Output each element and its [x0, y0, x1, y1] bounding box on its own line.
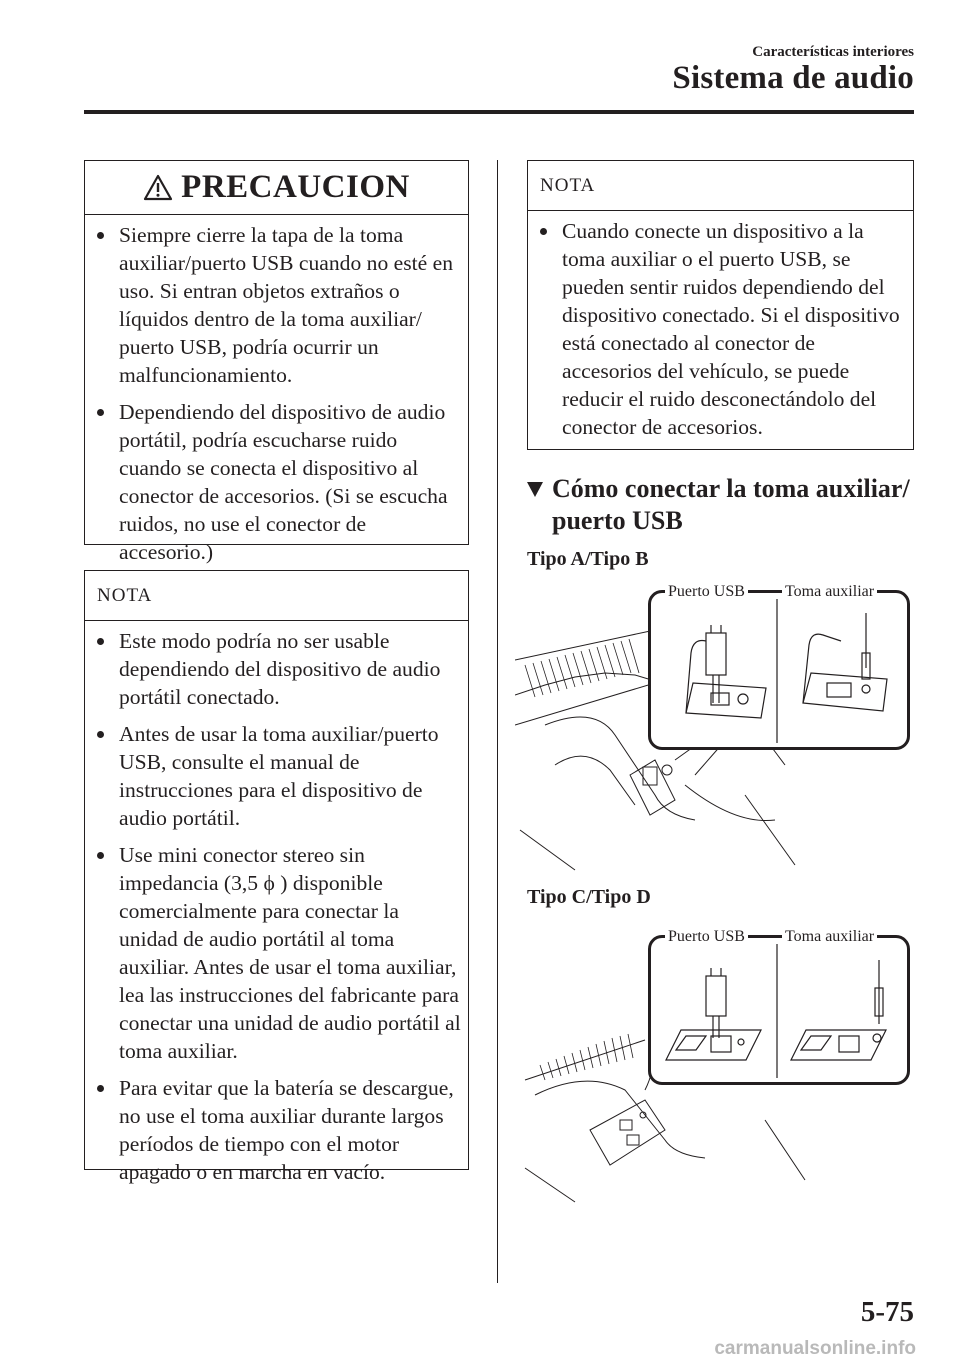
- bullet-icon: [97, 731, 104, 738]
- note-list: [85, 627, 462, 1186]
- column-divider: [497, 160, 498, 1283]
- page-title: Sistema de audio: [672, 60, 914, 96]
- list-item: [85, 841, 462, 1065]
- label-usb-port: Puerto USB: [665, 583, 748, 601]
- figure-ab: [515, 585, 915, 875]
- label-aux-jack: Toma auxiliar: [782, 928, 877, 946]
- list-item-text: Use mini conector stereo sin impedancia (3,5 ϕ ) disponible comercialmente para conectar la unidad de audio portátil al toma auxiliar. Antes de usar el toma auxiliar, lea las instrucciones del fabricante para conectar una unidad de audio portátil al toma auxiliar.: [119, 843, 461, 1063]
- list-item-text: Para evitar que la batería se descargue, no use el toma auxiliar durante largos períodos de tiempo con el motor apagado o en marcha en vacío.: [119, 1076, 454, 1184]
- note-title: NOTA: [97, 585, 153, 606]
- header-rule: [84, 110, 914, 114]
- page-number: 5-75: [860, 1296, 914, 1328]
- figure-cd: [515, 930, 915, 1205]
- list-item: [85, 720, 462, 832]
- bullet-icon: [97, 1085, 104, 1092]
- bullet-icon: [97, 232, 104, 239]
- label-aux-jack: Toma auxiliar: [782, 583, 877, 601]
- note-header: [85, 571, 468, 621]
- caution-header: [85, 161, 468, 215]
- caution-list: [85, 221, 462, 566]
- list-item: [528, 217, 907, 441]
- triangle-marker-icon: [527, 482, 543, 497]
- list-item-text: Este modo podría no ser usable dependiendo del dispositivo de audio portátil conectado.: [119, 629, 441, 709]
- list-item: [85, 221, 462, 389]
- bullet-icon: [540, 228, 547, 235]
- port-closeup-illustration: [651, 938, 907, 1082]
- bullet-icon: [97, 638, 104, 645]
- callout-ab: [648, 590, 910, 750]
- warning-icon: [143, 174, 173, 201]
- watermark[interactable]: carmanualsonline.info: [714, 1338, 916, 1359]
- callout-cd: [648, 935, 910, 1085]
- list-item: [85, 398, 462, 566]
- label-usb-port: Puerto USB: [665, 928, 748, 946]
- note-box-right: [527, 160, 914, 450]
- bullet-icon: [97, 409, 104, 416]
- port-closeup-illustration: [651, 593, 907, 747]
- figure-caption-cd: Tipo C/Tipo D: [527, 886, 651, 908]
- list-item-text: Siempre cierre la tapa de la toma auxiliar/puerto USB cuando no esté en uso. Si entran objetos extraños o líquidos dentro de la toma auxiliar/ puerto USB, podría ocurrir un malfuncionamiento.: [119, 223, 454, 387]
- list-item-text: Antes de usar la toma auxiliar/puerto USB, consulte el manual de instrucciones para el dispositivo de audio portátil.: [119, 722, 439, 830]
- list-item-text: Cuando conecte un dispositivo a la toma auxiliar o el puerto USB, se pueden sentir ruidos dependiendo del dispositivo conectado. Si el dispositivo está conectado al conector de accesorios del vehículo, se puede reducir el ruido desconectándolo del conector de accesorios.: [562, 219, 900, 439]
- section-title: Cómo conectar la toma auxiliar/ puerto USB: [552, 474, 910, 535]
- caution-box: [84, 160, 469, 564]
- bullet-icon: [97, 852, 104, 859]
- caution-title: PRECAUCION: [181, 169, 410, 205]
- note-header: [528, 161, 913, 211]
- list-item: [85, 627, 462, 711]
- header-subtitle: Características interiores: [752, 44, 914, 60]
- note-box-left: [84, 570, 469, 1184]
- list-item-text: Dependiendo del dispositivo de audio portátil, podría escucharse ruido cuando se conecta el dispositivo al conector de accesorios. (Si se escucha ruidos, no use el conector de accesorio.): [119, 400, 448, 564]
- note-title: NOTA: [540, 175, 596, 196]
- figure-caption-ab: Tipo A/Tipo B: [527, 548, 649, 570]
- section-heading: [527, 473, 927, 537]
- note-list: [528, 217, 907, 441]
- list-item: [85, 1074, 462, 1186]
